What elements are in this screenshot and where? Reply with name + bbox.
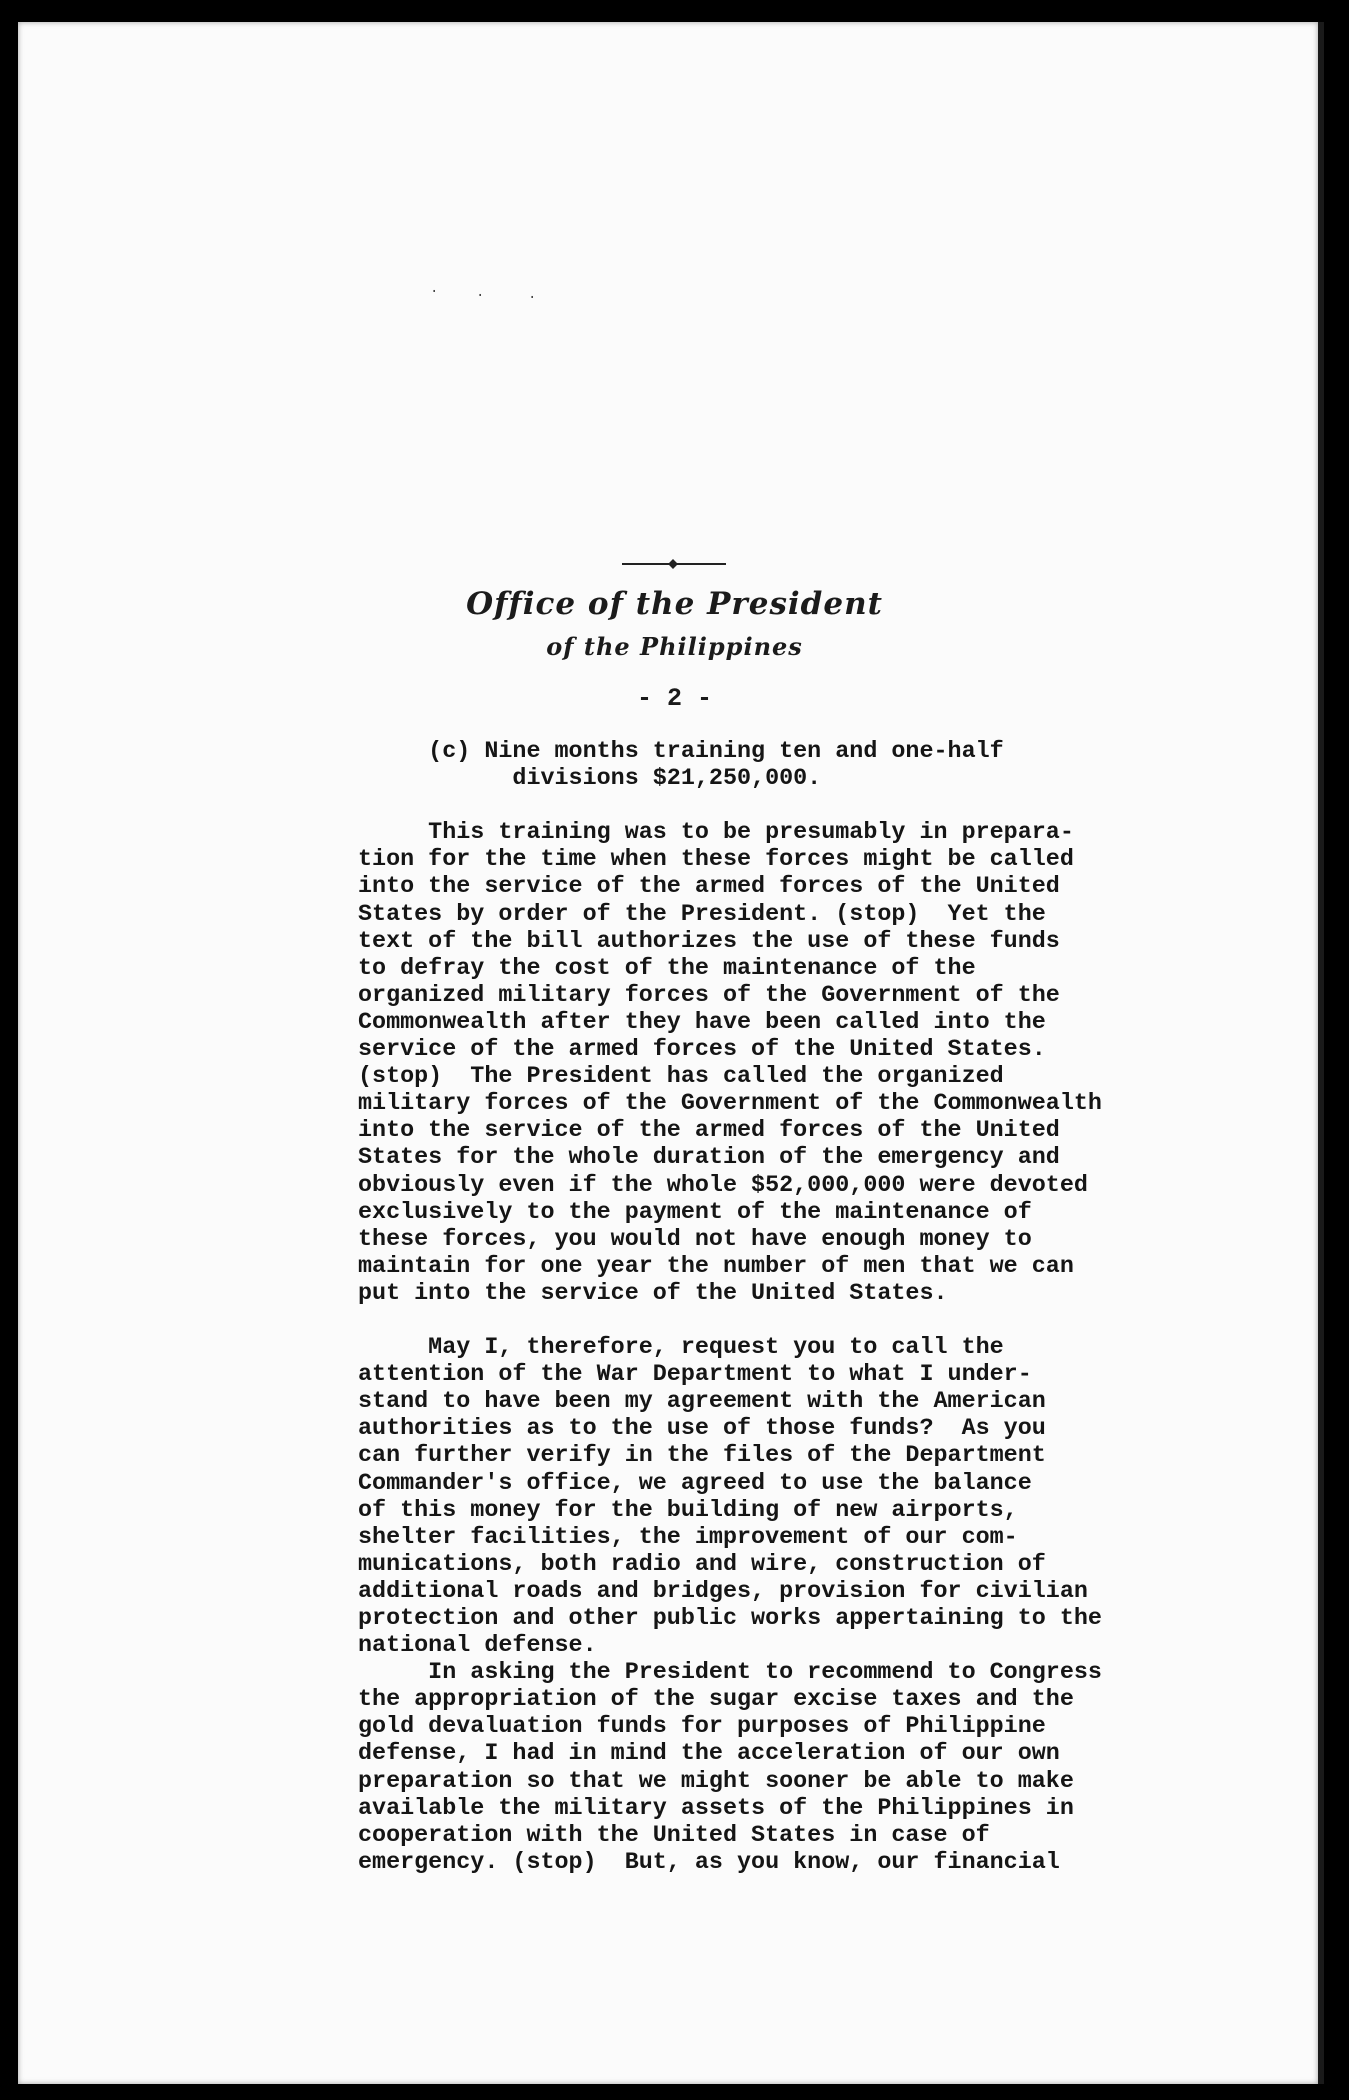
body-line: these forces, you would not have enough money to [358,1226,1032,1253]
body-line: preparation so that we might sooner be able to make [358,1768,1074,1795]
body-line: attention of the War Department to what I under- [358,1362,1032,1389]
body-line: exclusively to the payment of the maintenance of [358,1199,1032,1226]
body-line: maintain for one year the number of men that we can [358,1253,1074,1280]
body-line: of this money for the building of new airports, [358,1497,1018,1524]
body-line: This training was to be presumably in prepara- [358,820,1074,847]
scan-speck: · [528,290,537,306]
body-line: munications, both radio and wire, construction of [358,1551,1046,1578]
body-line [358,1308,1258,1335]
body-line: defense, I had in mind the acceleration of our own [358,1741,1060,1768]
body-line: additional roads and bridges, provision for civilian [358,1578,1088,1605]
body-line: (c) Nine months training ten and one-half [358,739,1004,765]
body-line: (stop) The President has called the organized [358,1064,1004,1091]
page-number: - 2 - [636,684,712,713]
letterhead-title: Office of the President [466,586,883,622]
body-line: put into the service of the United States. [358,1280,948,1307]
body-line: Commander's office, we agreed to use the balance [358,1470,1032,1497]
body-line: national defense. [358,1633,597,1660]
body-line: cooperation with the United States in case of [358,1822,990,1849]
scan-speck: · [430,284,439,300]
body-line [358,793,1258,820]
body-line: into the service of the armed forces of the United [358,874,1060,901]
letter-body [358,739,1258,1877]
body-line: May I, therefore, request you to call the [358,1335,1004,1362]
body-line: States by order of the President. (stop) Yet the [358,901,1046,928]
body-line: In asking the President to recommend to Congress [358,1660,1102,1687]
letterhead-ornament [622,563,726,565]
body-line: tion for the time when these forces might be called [358,847,1074,874]
body-line: service of the armed forces of the United States. [358,1037,1046,1064]
body-line: States for the whole duration of the emergency and [358,1145,1060,1172]
body-line: Commonwealth after they have been called into the [358,1009,1046,1036]
letterhead-subtitle: of the Philippines [546,632,803,661]
body-line: organized military forces of the Government of the [358,982,1060,1009]
body-line: divisions $21,250,000. [358,766,822,793]
body-line: stand to have been my agreement with the American [358,1389,1046,1416]
body-line: available the military assets of the Philippines in [358,1795,1074,1822]
body-line: gold devaluation funds for purposes of Philippine [358,1714,1046,1741]
body-line: the appropriation of the sugar excise taxes and the [358,1687,1074,1714]
body-line: text of the bill authorizes the use of these funds [358,928,1060,955]
body-line: protection and other public works appertaining to the [358,1606,1102,1632]
scan-speck: · [476,288,485,304]
body-line: shelter facilities, the improvement of our com- [358,1524,1018,1551]
body-line: to defray the cost of the maintenance of the [358,955,976,982]
body-line: authorities as to the use of those funds? As you [358,1416,1046,1443]
body-line: military forces of the Government of the Commonwealth [358,1091,1102,1118]
body-line: obviously even if the whole $52,000,000 were devoted [358,1172,1088,1199]
body-line: into the service of the armed forces of the United [358,1118,1060,1145]
body-line: emergency. (stop) But, as you know, our financial [358,1849,1060,1876]
body-line: can further verify in the files of the Department [358,1443,1046,1470]
